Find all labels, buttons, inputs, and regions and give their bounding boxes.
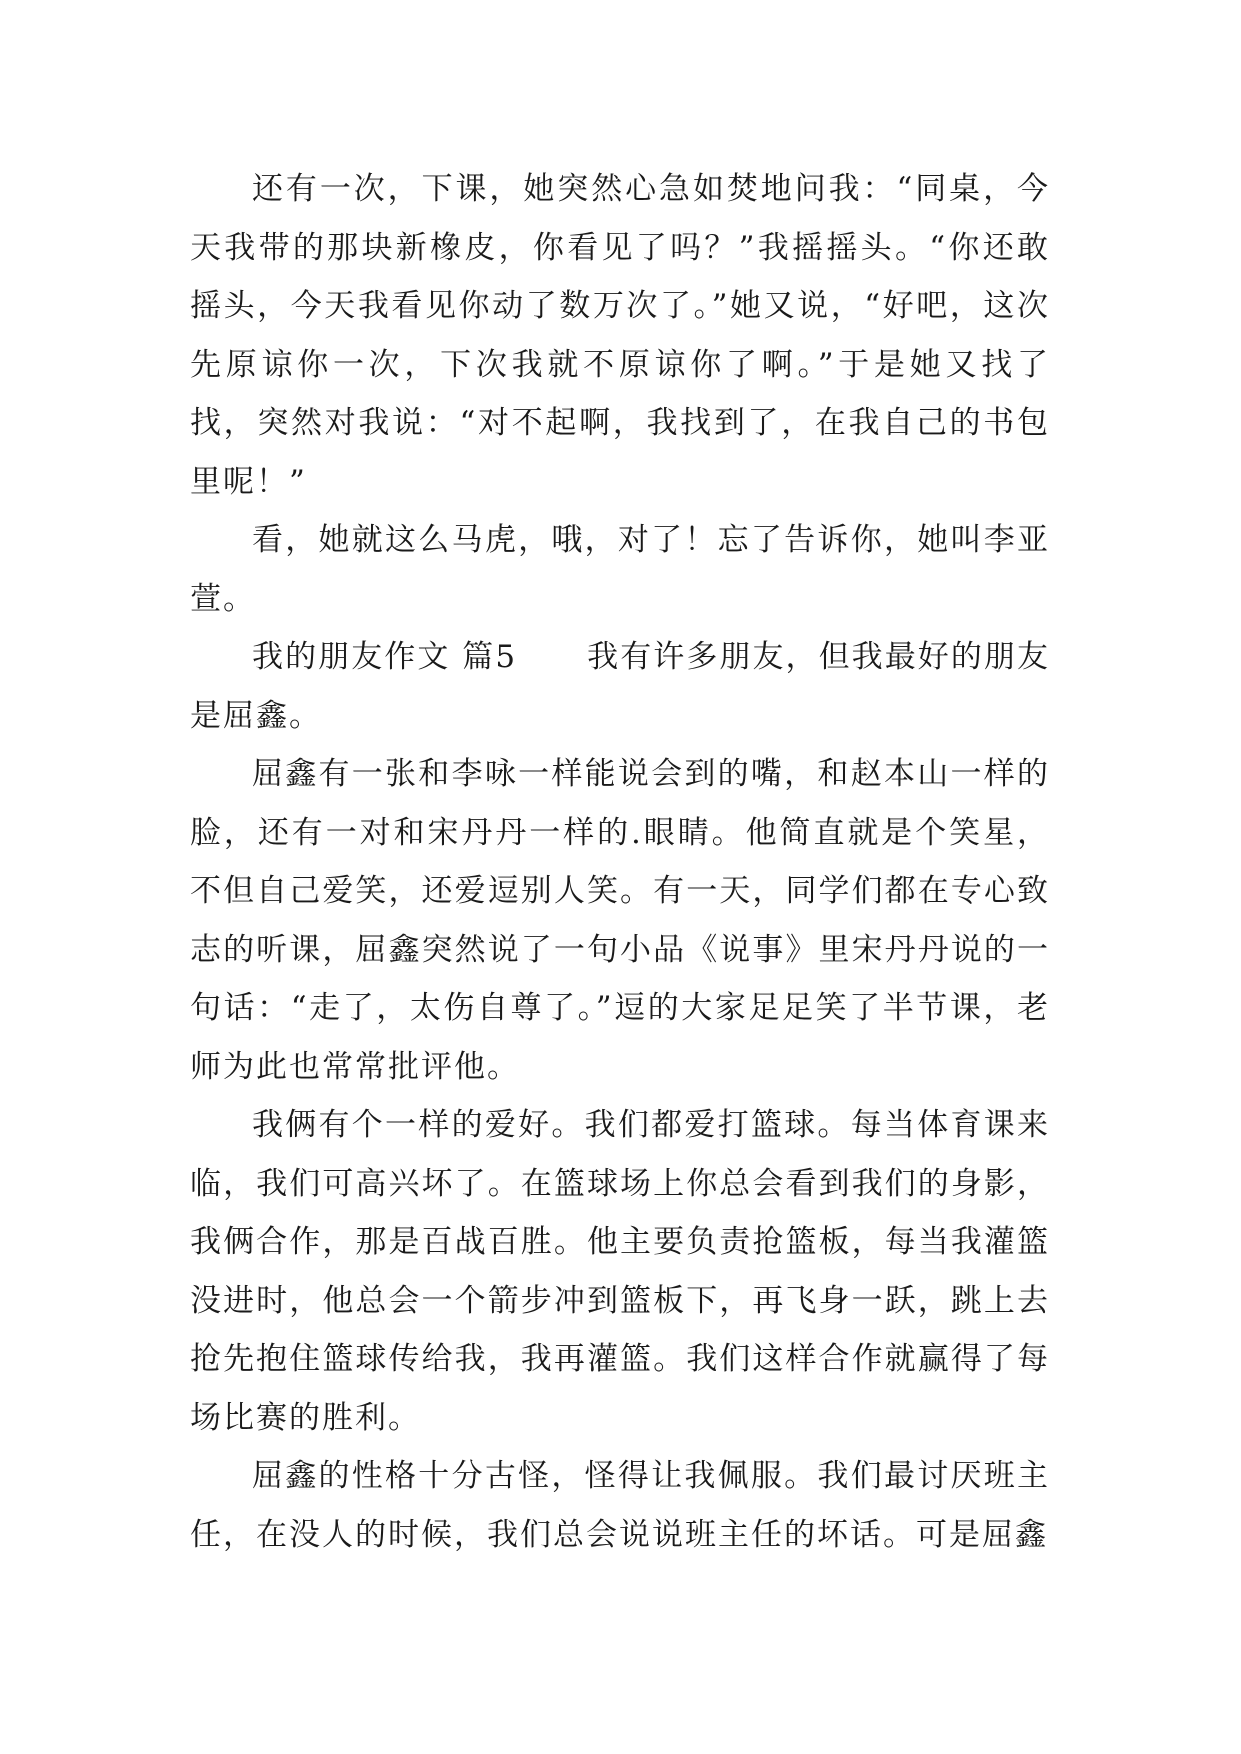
paragraph-li-yaxuan: 看，她就这么马虎，哦，对了！忘了告诉你，她叫李亚萱。 <box>190 522 1050 617</box>
paragraph-section-5 <box>190 628 1050 745</box>
document-body <box>190 160 1050 1564</box>
paragraph-qu-xin-face: 屈鑫有一张和李咏一样能说会到的嘴，和赵本山一样的脸，还有一对和宋丹丹一样的.眼睛。他简直就是个笑星，不但自己爱笑，还爱逗别人笑。有一天，同学们都在专心致志的听课，屈鑫突然说了一句小品《说事》里宋丹丹说的一句话：“走了，太伤自尊了。”逗的大家足足笑了半节课，老师为此也常常批评他。 <box>190 756 1050 1085</box>
paragraph-personality: 屈鑫的性格十分古怪，怪得让我佩服。我们最讨厌班主任，在没人的时候，我们总会说说班主任的坏话。可是屈鑫 <box>190 1458 1050 1553</box>
paragraph-eraser-story: 还有一次，下课，她突然心急如焚地问我：“同桌，今天我带的那块新橡皮，你看见了吗？”我摇摇头。“你还敢摇头，今天我看见你动了数万次了。”她又说，“好吧，这次先原谅你一次，下次我就不原谅你了啊。”于是她又找了找，突然对我说：“对不起啊，我找到了，在我自己的书包里呢！” <box>190 171 1050 500</box>
paragraph-basketball: 我俩有个一样的爱好。我们都爱打篮球。每当体育课来临，我们可高兴坏了。在篮球场上你总会看到我们的身影，我俩合作，那是百战百胜。他主要负责抢篮板，每当我灌篮没进时，他总会一个箭步冲到篮板下，再飞身一跃，跳上去抢先抱住篮球传给我，我再灌篮。我们这样合作就赢得了每场比赛的胜利。 <box>190 1107 1050 1436</box>
section-heading: 我的朋友作文 篇5 <box>252 639 518 675</box>
section-first-text: 我有许多朋友，但我最好的朋友是屈鑫。 <box>190 639 1050 734</box>
